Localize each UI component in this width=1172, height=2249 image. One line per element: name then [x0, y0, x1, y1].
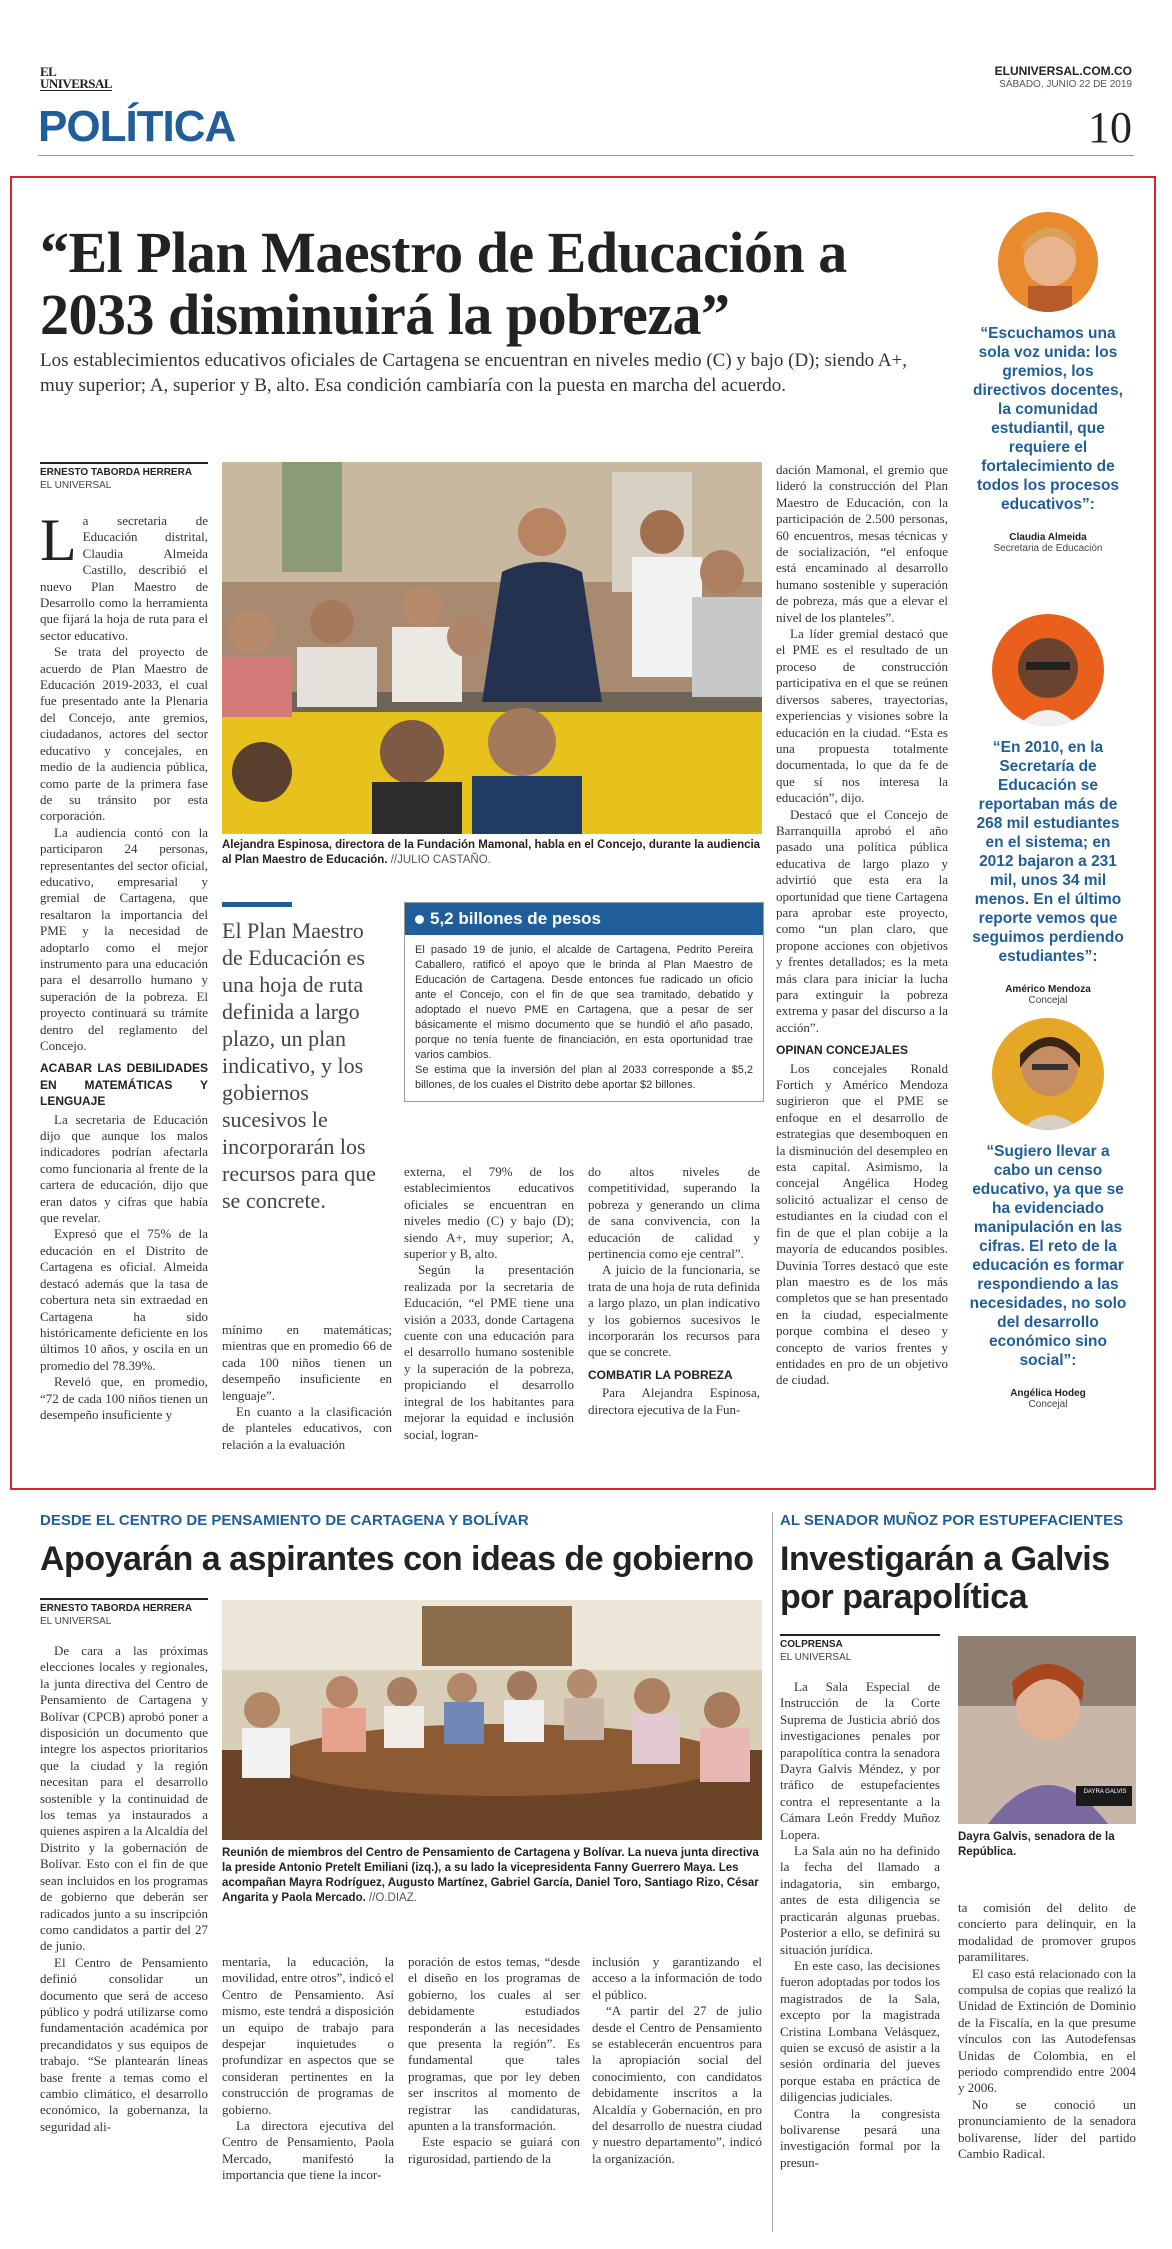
- paragraph: La Sala Especial de Instrucción de la Corte Suprema de Justicia abrió dos investigaciones penales por parapolítica contra la senadora Dayra Galvis Méndez, y por tráfico de estupefacientes contra el representante a la Cámara León Freddy Muñoz Lopera.: [780, 1679, 940, 1842]
- paragraph: De cara a las próximas elecciones locales y regionales, la junta directiva del Centro de Pensamiento de Cartagena y Bolívar (CPCB) aprobó poner a disposición un documento que integre los aspectos prioritarios que la ciudad y la región necesitan para el desarrollo sostenible y la continuidad de los temas ya instaurados a quienes aspiren a la Alcaldía del Distrito y la gobernación de Bolívar. Esto con el fin de que sean incluidos en los programas de gobierno que deberán ser radicados junto a su inscripción como candidatos a partir del 27 de junio.: [40, 1643, 208, 1954]
- paragraph: La audiencia contó con la participaron 24 personas, representantes del sector oficial, educativo, empresarial y gremial de Cartagena, que resaltaron la importancia del PME y la necesidad de adoptarlo como el mejor instrumento para una educación para el desarrollo humano y superación de la pobreza. El proyecto continuará su trámite dentro del reglamento del Concejo.: [40, 824, 208, 1053]
- site-url[interactable]: ELUNIVERSAL.COM.CO: [994, 64, 1132, 78]
- paragraph: No se conoció un pronunciamiento de la senadora bolivarense, líder del partido Cambio Radical.: [958, 2096, 1136, 2162]
- portrait-icon: [992, 1018, 1104, 1130]
- story2-kicker: DESDE EL CENTRO DE PENSAMIENTO DE CARTAGENA Y BOLÍVAR: [40, 1512, 529, 1529]
- paragraph: En este caso, las decisiones fueron adoptadas por todos los magistrados de la Sala, excepto por la magistrada Cristina Lombana Velásquez, quien se excusó de asistir a la sesión ordinaria del jueves porque estaba en práctica de diligencias judiciales.: [780, 1957, 940, 2105]
- sidebar-quote-1: [968, 212, 1128, 554]
- story2-headline[interactable]: Apoyarán a aspirantes con ideas de gobierno: [40, 1540, 754, 1578]
- story2-photo-caption: [222, 1846, 762, 1906]
- masthead-divider: [38, 155, 1134, 156]
- paragraph: A juicio de la funcionaria, se trata de una hoja de ruta definida a largo plazo, un plan indicativo y los gobiernos sucesivos le incorporarán los recursos para que se concrete.: [588, 1262, 760, 1360]
- main-column-5: [776, 462, 948, 1389]
- paragraph: Reveló que, en promedio, “72 de cada 100 niños tienen un desempeño insuficiente y: [40, 1374, 208, 1422]
- issue-date: SÁBADO, JUNIO 22 DE 2019: [999, 79, 1132, 90]
- main-column-3: [404, 1164, 574, 1443]
- info-box-paragraph: El pasado 19 de junio, el alcalde de Cartagena, Pedrito Pereira Caballero, ratificó el apoyo que le brinda al Plan Maestro de Educación de Cartagena. Desde entonces fue radicado un oficio ante el Concejo, con el fin de que sea tramitado, debatido y adoptado el nuevo PME en Cartagena, que a pesar de ser básicamente el mismo documento que se hundió el año pasado, porque no tenía fuente de financiación, en esta oportunidad trae varios cambios.: [415, 944, 753, 1061]
- story3-kicker: AL SENADOR MUÑOZ POR ESTUPEFACIENTES: [780, 1512, 1124, 1529]
- paragraph: La directora ejecutiva del Centro de Pensamiento, Paola Mercado, manifestó la importancia que tiene la incor-: [222, 2118, 394, 2183]
- sidebar-quote-3: [968, 1018, 1128, 1410]
- portrait-icon: [992, 614, 1104, 726]
- paragraph: La líder gremial destacó que el PME es el resultado de un proceso de construcción participativa en el que se reúnen diversos saberes, trayectorias, experiencias y visiones sobre la educación en la ciudad. “Esta es una propuesta totalmente documentada, lo que da fe de que sí nos interesa la educación”, dijo.: [776, 626, 948, 806]
- story2-column-2: [222, 1954, 394, 2184]
- avatar: [998, 212, 1098, 312]
- meeting-photo: [222, 1600, 762, 1840]
- info-box-title: 5,2 billones de pesos: [430, 909, 602, 928]
- story2-column-4: [592, 1954, 762, 2167]
- paragraph: a secretaria de Educación distrital, Claudia Almeida Castillo, describió el nuevo Plan Maestro de Desarrollo como la herramienta que fijará la hoja de ruta para el sector educativo.: [40, 513, 208, 643]
- byline-outlet: EL UNIVERSAL: [40, 480, 112, 491]
- paragraph: “A partir del 27 de julio desde el Centro de Pensamiento se establecerán encuentros para la apropiación social del conocimiento, con candidatos debidamente inscritos a la Alcaldía y Gobernación, en pro del desarrollo de nuestra ciudad y nuestro departamento”, indicó la organización.: [592, 2003, 762, 2166]
- sidebar-quote-role: Concejal: [1028, 995, 1068, 1006]
- byline-outlet: EL UNIVERSAL: [40, 1616, 112, 1627]
- story3-column-2: [958, 1900, 1136, 2163]
- conference-photo: [222, 462, 762, 834]
- paragraph: do altos niveles de competitividad, superando la pobreza y generando un clima de sana convivencia, con la educación de calidad y pertinencia como eje central”.: [588, 1164, 760, 1262]
- paragraph: La secretaria de Educación dijo que aunque los malos indicadores podrían afectarla como funcionaria al frente de la cartera de educación, dijo que eran datos y cifras que había que revelar.: [40, 1111, 208, 1226]
- paragraph: inclusión y garantizando el acceso a la información de todo el público.: [592, 1954, 762, 2002]
- paragraph: externa, el 79% de los establecimientos educativos oficiales se encuentran en niveles medio (C) y bajo (D); siendo A+, muy superior; A, superior y B, alto.: [404, 1164, 574, 1262]
- paragraph: La Sala aún no ha definido la fecha del llamado a indagatoria, sin embargo, antes de esta diligencia se practicarán algunas pruebas. Posterior a ello, se definirá su situación jurídica.: [780, 1843, 940, 1957]
- main-headline: “El Plan Maestro de Educación a 2033 disminuirá la pobreza”: [40, 220, 847, 347]
- paragraph: mentaria, la educación, la movilidad, entre otros”, indicó el Centro de Pensamiento. Así mismo, este tendrá a disposición un equipo de trabajo para despejar inquietudes o profundizar en aspectos que se consideran pertinentes en la construcción de programas de gobierno.: [222, 1954, 394, 2117]
- sidebar-quote-name: Angélica Hodeg: [1010, 1388, 1086, 1399]
- paragraph: Según la presentación realizada por la secretaria de Educación, “el PME tiene una visión a 2033, donde Cartagena cuente con una educación para el desarrollo humano sostenible y la superación de la pobreza, propiciando el desarrollo integral de los habitantes para mejorar la equidad e inclusión social, logran-: [404, 1262, 574, 1442]
- paragraph: Este espacio se guiará con rigurosidad, partiendo de la: [408, 2134, 580, 2166]
- photo-credit: //JULIO CASTAÑO.: [390, 854, 491, 866]
- byline-author: ERNESTO TABORDA HERRERA: [40, 462, 208, 478]
- story2-column-3: [408, 1954, 580, 2167]
- story3-photo: [958, 1636, 1136, 1824]
- pull-quote-block: [222, 902, 382, 1214]
- drop-cap: L: [40, 507, 77, 573]
- story2-photo: [222, 1600, 762, 1840]
- main-photo-caption: [222, 838, 762, 868]
- sidebar-quote-name: Claudia Almeida: [1009, 532, 1087, 543]
- main-photo: [222, 462, 762, 834]
- paragraph: El Centro de Pensamiento definió consolidar un documento que será de acceso público y podrá utilizarse como fundamentación académica por precandidatos y sus equipos de trabajo. “Se plantearán líneas base frente a temas como el cambio climático, el desarrollo económico, la gobernanza, la seguridad ali-: [40, 1954, 208, 2134]
- byline-author: COLPRENSA: [780, 1634, 940, 1650]
- story3-column-1: [780, 1634, 940, 2171]
- story3-photo-caption: [958, 1830, 1136, 1860]
- paragraph: dación Mamonal, el gremio que lideró la construcción del Plan Maestro de Educación, con la participación de 2.500 personas, 60 encuentros, mesas técnicas y de socialización, “el enfoque está encaminado al desarrollo humano sostenible y superación de pobreza, más que a elevar el nivel de los planteles”.: [776, 462, 948, 625]
- portrait-icon: [998, 212, 1098, 312]
- paragraph: El caso está relacionado con la compulsa de copias que realizó la Unidad de Extinción de Dominio de la Fiscalía, en la que presume vínculos con las Autodefensas Unidas de Colombia, en el periodo comprendido entre 2004 y 2006.: [958, 1965, 1136, 2096]
- paragraph: poración de estos temas, “desde el diseño en los programas de gobierno, los cuales al ser debidamente estudiados responderán a las necesidades que presenta la región”. Es fundamental que tales programas, que por ley deben ser inscritos al momento de registrar las candidaturas, apunten a la transformación.: [408, 1954, 580, 2134]
- avatar: [992, 614, 1104, 726]
- byline-author: ERNESTO TABORDA HERRERA: [40, 1598, 208, 1614]
- info-box-paragraph: Se estima que la inversión del plan al 2033 corresponde a $5,2 billones, de los cuales el Distrito debe aportar $2 billones.: [415, 1064, 753, 1091]
- logo-bottom: UNIVERSAL: [40, 76, 113, 91]
- pull-quote: El Plan Maestro de Educación es una hoja de ruta definida a largo plazo, un plan indicativo, y los gobiernos sucesivos le incorporarán los recursos para que se concrete.: [222, 918, 376, 1213]
- photo-credit: //O.DIAZ.: [369, 1892, 417, 1904]
- story2-column-1: [40, 1598, 208, 2135]
- subheading: COMBATIR LA POBREZA: [588, 1367, 733, 1382]
- caption-text: Dayra Galvis, senadora de la República.: [958, 1831, 1115, 1858]
- main-column-2: [222, 1322, 392, 1453]
- paragraph: Se trata del proyecto de acuerdo de Plan Maestro de Educación 2019-2033, el cual fue presentado ante la Plenaria del Concejo, ante gremios, ciudadanos, actores del sector educativo y concejales, en medio de la audiencia pública, como parte de la primera fase de su tránsito por esta corporación.: [40, 644, 208, 824]
- nameplate: DAYRA GALVIS: [1083, 1789, 1127, 1795]
- pull-quote-accent: [222, 902, 292, 907]
- paragraph: Contra la congresista bolivarense pesará una investigación formal por la presun-: [780, 2105, 940, 2170]
- section-title: POLÍTICA: [38, 102, 236, 151]
- avatar: [992, 1018, 1104, 1130]
- subheading: ACABAR LAS DEBILIDADES EN MATEMÁTICAS Y LENGUAJE: [40, 1061, 208, 1109]
- main-deck: Los establecimientos educativos oficiales de Cartagena se encuentran en niveles medio (C) y bajo (D); siendo A+, muy superior; A, superior y B, alto. Esa condición cambiaría con la puesta en marcha del acuerdo.: [40, 350, 908, 396]
- byline-outlet: EL UNIVERSAL: [780, 1652, 852, 1663]
- main-column-1: [40, 462, 208, 1423]
- logo-top: EL: [40, 64, 57, 79]
- paragraph: Para Alejandra Espinosa, directora ejecutiva de la Fun-: [588, 1385, 760, 1417]
- sidebar-quote-2: [968, 614, 1128, 1006]
- sidebar-quote-text: “Sugiero llevar a cabo un censo educativo, ya que se ha evidenciado manipulación en las cifras. El reto de la educación es formar respondiendo a las necesidades, no solo del desarrollo económico sino social”:: [969, 1143, 1127, 1369]
- caption-text: Alejandra Espinosa, directora de la Fundación Mamonal, habla en el Concejo, durante la audiencia al Plan Maestro de Educación.: [222, 839, 761, 866]
- story3-headline[interactable]: Investigarán a Galvis por parapolítica: [780, 1540, 1110, 1616]
- paragraph: mínimo en matemáticas; mientras que en promedio 66 de cada 100 niños tienen un desempeño insuficiente en lenguaje”.: [222, 1322, 392, 1403]
- paragraph: Los concejales Ronald Fortich y Américo Mendoza sugirieron que el PME se enfoque en el desarrollo de estrategias que desemboquen en la disminución del desempleo en esta capital. Asimismo, la concejal Angélica Hodeg solicitó actualizar el censo de estudiantes en la ciudad con el fin de que el plan cobije a la mayoría de educandos posibles. Duvinia Torres destacó que este plan maestro es de los más completos que se han presentado en la ciudad, especialmente porque combina el deseo y concepto de varios frentes y entidades en pro de un objetivo de ciudad.: [776, 1060, 948, 1388]
- info-box-header: [405, 903, 763, 935]
- main-column-4: [588, 1164, 760, 1418]
- column-divider: [772, 1512, 773, 2232]
- paragraph: Destacó que el Concejo de Barranquilla aprobó el año pasado una política pública educativa de largo plazo y advirtió que esta era la oportunidad que tiene Cartagena para aprobar este proyecto, como “un plan claro, que propone acciones con objetivos y frentes detallados; es la meta más clara para iniciar la lucha para extinguir la pobreza extrema y pasar del discurso a la acción”.: [776, 806, 948, 1035]
- paragraph: En cuanto a la clasificación de planteles educativos, con relación a la evaluación: [222, 1404, 392, 1452]
- bullet-icon: [415, 915, 424, 924]
- sidebar-quote-text: “En 2010, en la Secretaría de Educación se reportaban más de 268 mil estudiantes en el sistema; en 2012 bajaron a 231 mil, unos 34 mil menos. En el último reporte vemos que seguimos perdiendo estudiantes”:: [972, 739, 1124, 965]
- sidebar-quote-name: Américo Mendoza: [1005, 984, 1091, 995]
- paragraph: ta comisión del delito de concierto para delinquir, en la modalidad de promover grupos paramilitares.: [958, 1900, 1136, 1965]
- sidebar-quote-role: Concejal: [1028, 1399, 1068, 1410]
- newspaper-logo: [40, 66, 112, 91]
- page-number: 10: [1088, 103, 1132, 152]
- paragraph: Expresó que el 75% de la educación en el Distrito de Cartagena es oficial. Almeida destacó además que la tasa de cobertura neta sin extraedad en Cartagena ha sido históricamente deficiente en los últimos 10 años, y oscila en un promedio del 78.39%.: [40, 1226, 208, 1373]
- info-box: [404, 902, 764, 1102]
- sidebar-quote-text: “Escuchamos una sola voz unida: los gremios, los directivos docentes, la comunidad estudiantil, que requiere el fortalecimiento de todos los procesos educativos”:: [973, 325, 1123, 513]
- subheading: OPINAN CONCEJALES: [776, 1043, 909, 1058]
- sidebar-quote-role: Secretaria de Educación: [993, 543, 1103, 554]
- caption-text: Reunión de miembros del Centro de Pensamiento de Cartagena y Bolívar. La nueva junta directiva la preside Antonio Pretelt Emiliani (izq.), a su lado la vicepresidenta Fanny Guerrero Maya. Les acompañan Mayra Rodríguez, Augusto Martínez, Gabriel García, Daniel Toro, Santiago Rizo, César Angarita y Paola Mercado.: [222, 1847, 759, 1904]
